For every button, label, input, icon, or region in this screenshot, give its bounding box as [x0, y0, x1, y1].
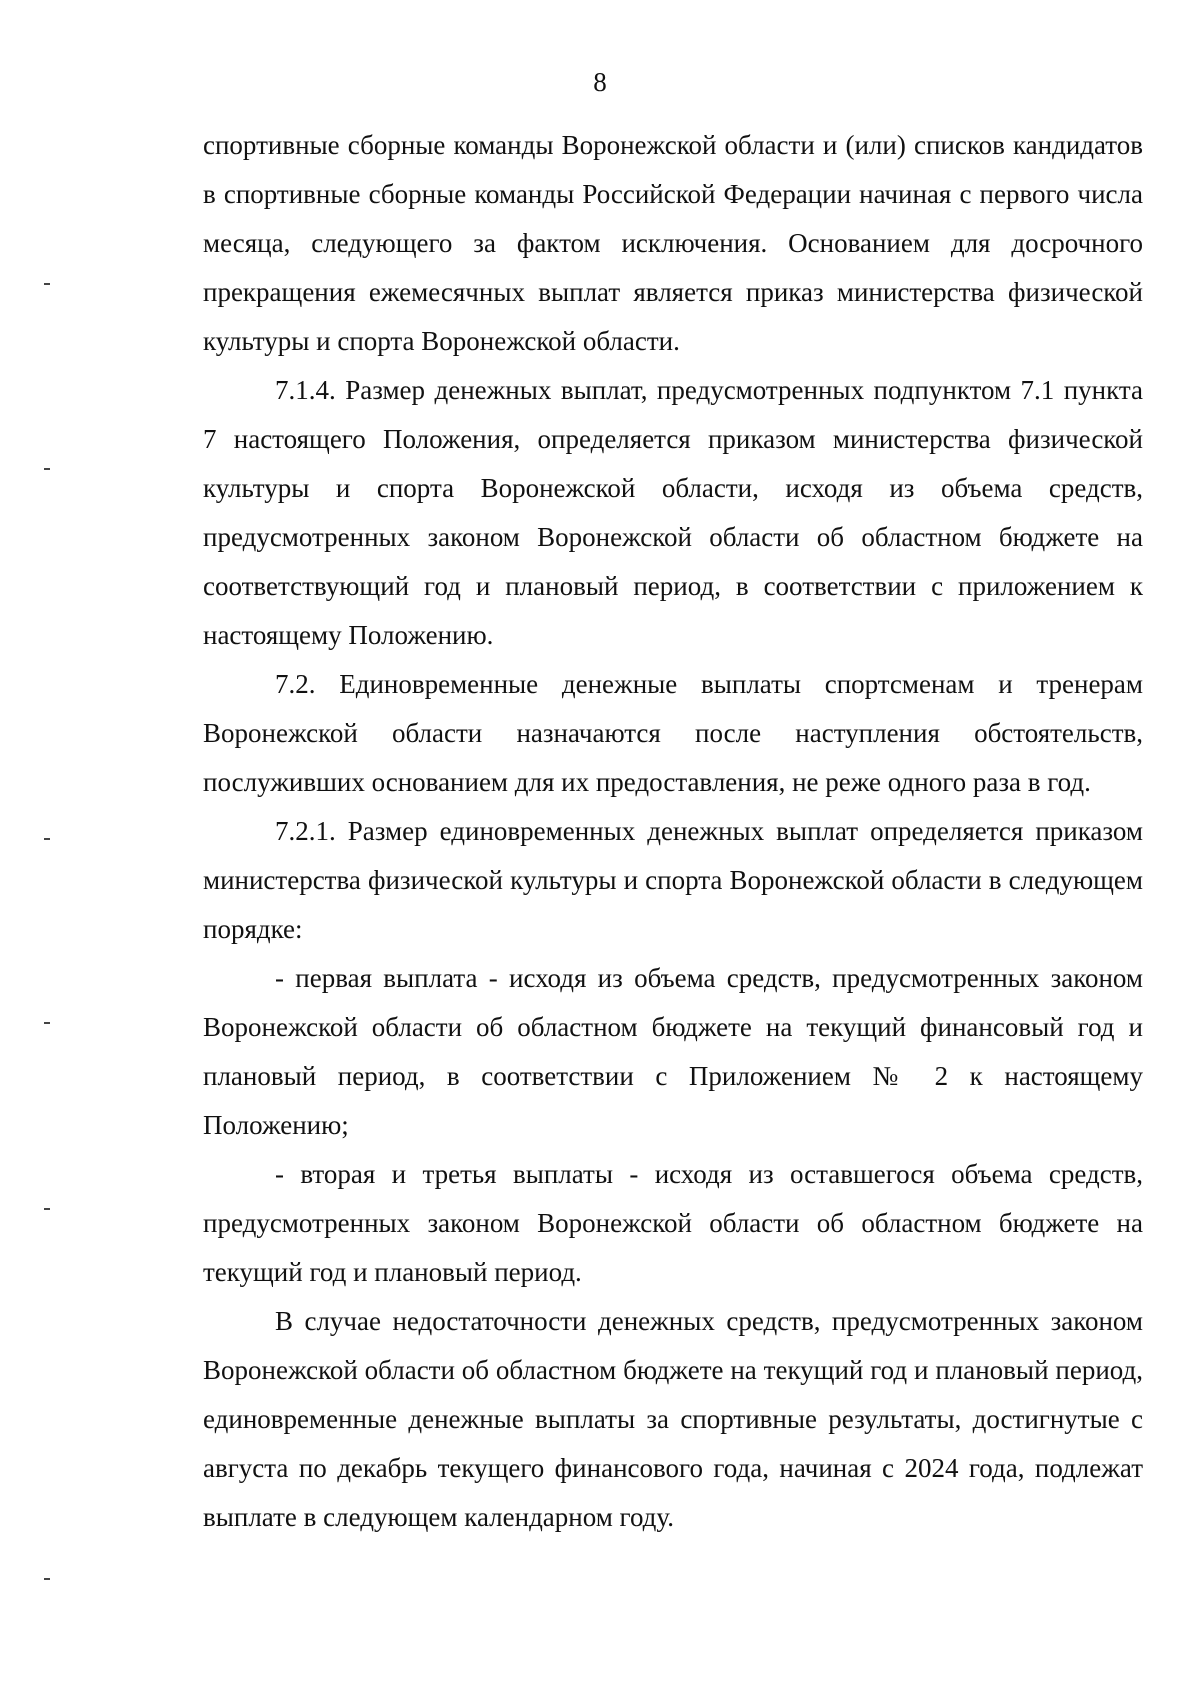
scan-mark — [44, 1022, 50, 1024]
scan-mark — [44, 468, 50, 470]
scan-mark — [44, 1578, 50, 1580]
paragraph-7-2: 7.2. Единовременные денежные выплаты спортсменам и тренерам Воронежской области назначаются после наступления обстоятельств, послуживших основанием для их предоставления, не реже одного раза в год. — [203, 669, 1143, 797]
paragraph-7-2-1: 7.2.1. Размер единовременных денежных выплат определяется приказом министерства физической культуры и спорта Воронежской области в следующем порядке: — [203, 816, 1143, 944]
scan-mark — [44, 838, 50, 840]
page-number: 8 — [593, 67, 607, 97]
paragraph-first-payment: - первая выплата - исходя из объема средств, предусмотренных законом Воронежской области об областном бюджете на текущий финансовый год и плановый период, в соответствии с Приложением № 2 к настоящему Положению; — [203, 963, 1143, 1140]
paragraph-insufficient-funds: В случае недостаточности денежных средств, предусмотренных законом Воронежской области об областном бюджете на текущий год и плановый период, единовременные денежные выплаты за спортивные результаты, достигнутые с августа по декабрь текущего финансового года, начиная с 2024 года, подлежат выплате в следующем календарном году. — [203, 1306, 1143, 1532]
paragraph-continuation: спортивные сборные команды Воронежской области и (или) списков кандидатов в спортивные сборные команды Российской Федерации начиная с первого числа месяца, следующего за фактом исключения. Основанием для досрочного прекращения ежемесячных выплат является приказ министерства физической культуры и спорта Воронежской области. — [203, 130, 1143, 356]
scan-mark — [44, 283, 50, 285]
paragraph-second-third-payments: - вторая и третья выплаты - исходя из оставшегося объема средств, предусмотренных законом Воронежской области об областном бюджете на текущий год и плановый период. — [203, 1159, 1143, 1287]
paragraph-7-1-4: 7.1.4. Размер денежных выплат, предусмотренных подпунктом 7.1 пункта 7 настоящего Положения, определяется приказом министерства физической культуры и спорта Воронежской области, исходя из объема средств, предусмотренных законом Воронежской области об областном бюджете на соответствующий год и плановый период, в соответствии с приложением к настоящему Положению. — [203, 375, 1143, 650]
document-body — [203, 121, 1143, 1542]
scan-mark — [44, 1208, 50, 1210]
